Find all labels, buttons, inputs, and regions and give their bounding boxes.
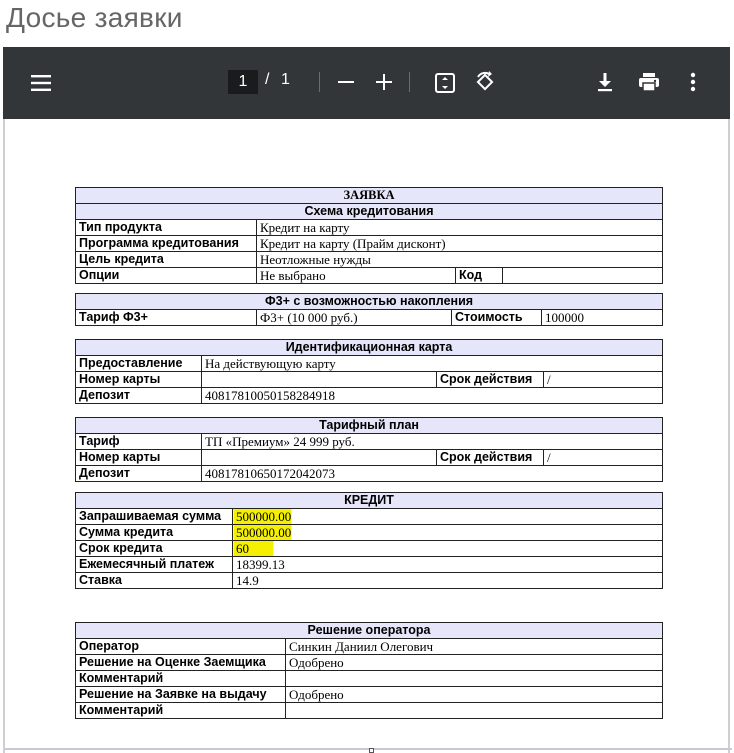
download-icon[interactable] xyxy=(593,70,617,94)
fz-cost-label: Стоимость xyxy=(452,310,542,326)
more-options-icon[interactable] xyxy=(683,70,703,94)
pdf-toolbar xyxy=(3,47,730,119)
provision-value: На действующую карту xyxy=(202,356,663,372)
id-card-header: Идентификационная карта xyxy=(76,340,663,356)
program-label: Программа кредитования xyxy=(76,236,257,252)
id-card-expiry-label: Срок действия xyxy=(437,372,544,388)
decision-table xyxy=(75,622,663,719)
fz-header: Ф3+ с возможностью накопления xyxy=(76,294,663,310)
page-number-input[interactable]: 1 xyxy=(228,70,258,94)
tariff-card-number-label: Номер карты xyxy=(76,450,202,466)
page-title: Досье заявки xyxy=(6,2,183,33)
requested-amount-label: Запрашиваемая сумма xyxy=(76,509,233,525)
purpose-value: Неотложные нужды xyxy=(257,252,663,268)
comment-value xyxy=(286,703,663,719)
credit-term-value: 60 xyxy=(233,541,663,557)
print-icon[interactable] xyxy=(636,70,662,94)
operator-value: Синкин Даниил Олегович xyxy=(286,639,663,655)
options-label: Опции xyxy=(76,268,257,284)
provision-label: Предоставление xyxy=(76,356,202,372)
decision-header: Решение оператора xyxy=(76,623,663,639)
credit-header: КРЕДИТ xyxy=(76,493,663,509)
program-value: Кредит на карту (Прайм дисконт) xyxy=(257,236,663,252)
rate-value: 14.9 xyxy=(233,573,663,589)
tariff-card-number-value xyxy=(202,450,437,466)
page-total: 1 xyxy=(281,71,290,88)
scoring-decision-label: Решение на Оценке Заемщика xyxy=(76,655,286,671)
scoring-decision-value: Одобрено xyxy=(286,655,663,671)
id-card-deposit-value: 40817810050158284918 xyxy=(202,388,663,404)
operator-label: Оператор xyxy=(76,639,286,655)
credit-term-label: Срок кредита xyxy=(76,541,233,557)
pdf-viewer xyxy=(3,47,730,753)
rotate-icon[interactable] xyxy=(473,70,497,94)
credit-amount-value: 500000.00 xyxy=(233,525,663,541)
toolbar-divider xyxy=(409,72,410,92)
tariff-deposit-label: Депозит xyxy=(76,466,202,482)
id-card-number-value xyxy=(202,372,437,388)
credit-table xyxy=(75,492,663,589)
options-value: Не выбрано xyxy=(257,268,456,284)
scheme-table xyxy=(75,187,663,284)
issue-decision-label: Решение на Заявке на выдачу xyxy=(76,687,286,703)
page-separator: / xyxy=(265,71,270,88)
tariff-expiry-label: Срок действия xyxy=(437,450,544,466)
id-card-expiry-value: / xyxy=(544,372,663,388)
zoom-out-icon[interactable] xyxy=(335,71,357,93)
fz-cost-value: 100000 xyxy=(542,310,663,326)
purpose-label: Цель кредита xyxy=(76,252,257,268)
tariff-plan-table xyxy=(75,417,663,482)
fz-table xyxy=(75,293,663,326)
product-type-value: Кредит на карту xyxy=(257,220,663,236)
issue-decision-value: Одобрено xyxy=(286,687,663,703)
id-card-table xyxy=(75,339,663,404)
toolbar-divider xyxy=(319,72,320,92)
document-page xyxy=(3,119,730,753)
credit-amount-label: Сумма кредита xyxy=(76,525,233,541)
document-title: ЗАЯВКА xyxy=(76,188,663,204)
menu-icon[interactable] xyxy=(29,71,53,95)
comment-value xyxy=(286,671,663,687)
product-type-label: Тип продукта xyxy=(76,220,257,236)
zoom-in-icon[interactable] xyxy=(373,71,395,93)
scroll-handle[interactable] xyxy=(369,748,374,753)
tariff-deposit-value: 40817810650172042073 xyxy=(202,466,663,482)
requested-amount-value: 500000.00 xyxy=(233,509,663,525)
code-label: Код xyxy=(456,268,503,284)
monthly-payment-label: Ежемесячный платеж xyxy=(76,557,233,573)
fz-tariff-label: Тариф Ф3+ xyxy=(76,310,257,326)
rate-label: Ставка xyxy=(76,573,233,589)
fz-tariff-value: Ф3+ (10 000 руб.) xyxy=(257,310,452,326)
tariff-plan-header: Тарифный план xyxy=(76,418,663,434)
monthly-payment-value: 18399.13 xyxy=(233,557,663,573)
tariff-value: ТП «Премиум» 24 999 руб. xyxy=(202,434,663,450)
fit-page-icon[interactable] xyxy=(433,71,457,95)
id-card-deposit-label: Депозит xyxy=(76,388,202,404)
comment-label: Комментарий xyxy=(76,671,286,687)
tariff-expiry-value: / xyxy=(544,450,663,466)
id-card-number-label: Номер карты xyxy=(76,372,202,388)
comment-label: Комментарий xyxy=(76,703,286,719)
code-value xyxy=(503,268,663,284)
scheme-header: Схема кредитования xyxy=(76,204,663,220)
tariff-label: Тариф xyxy=(76,434,202,450)
